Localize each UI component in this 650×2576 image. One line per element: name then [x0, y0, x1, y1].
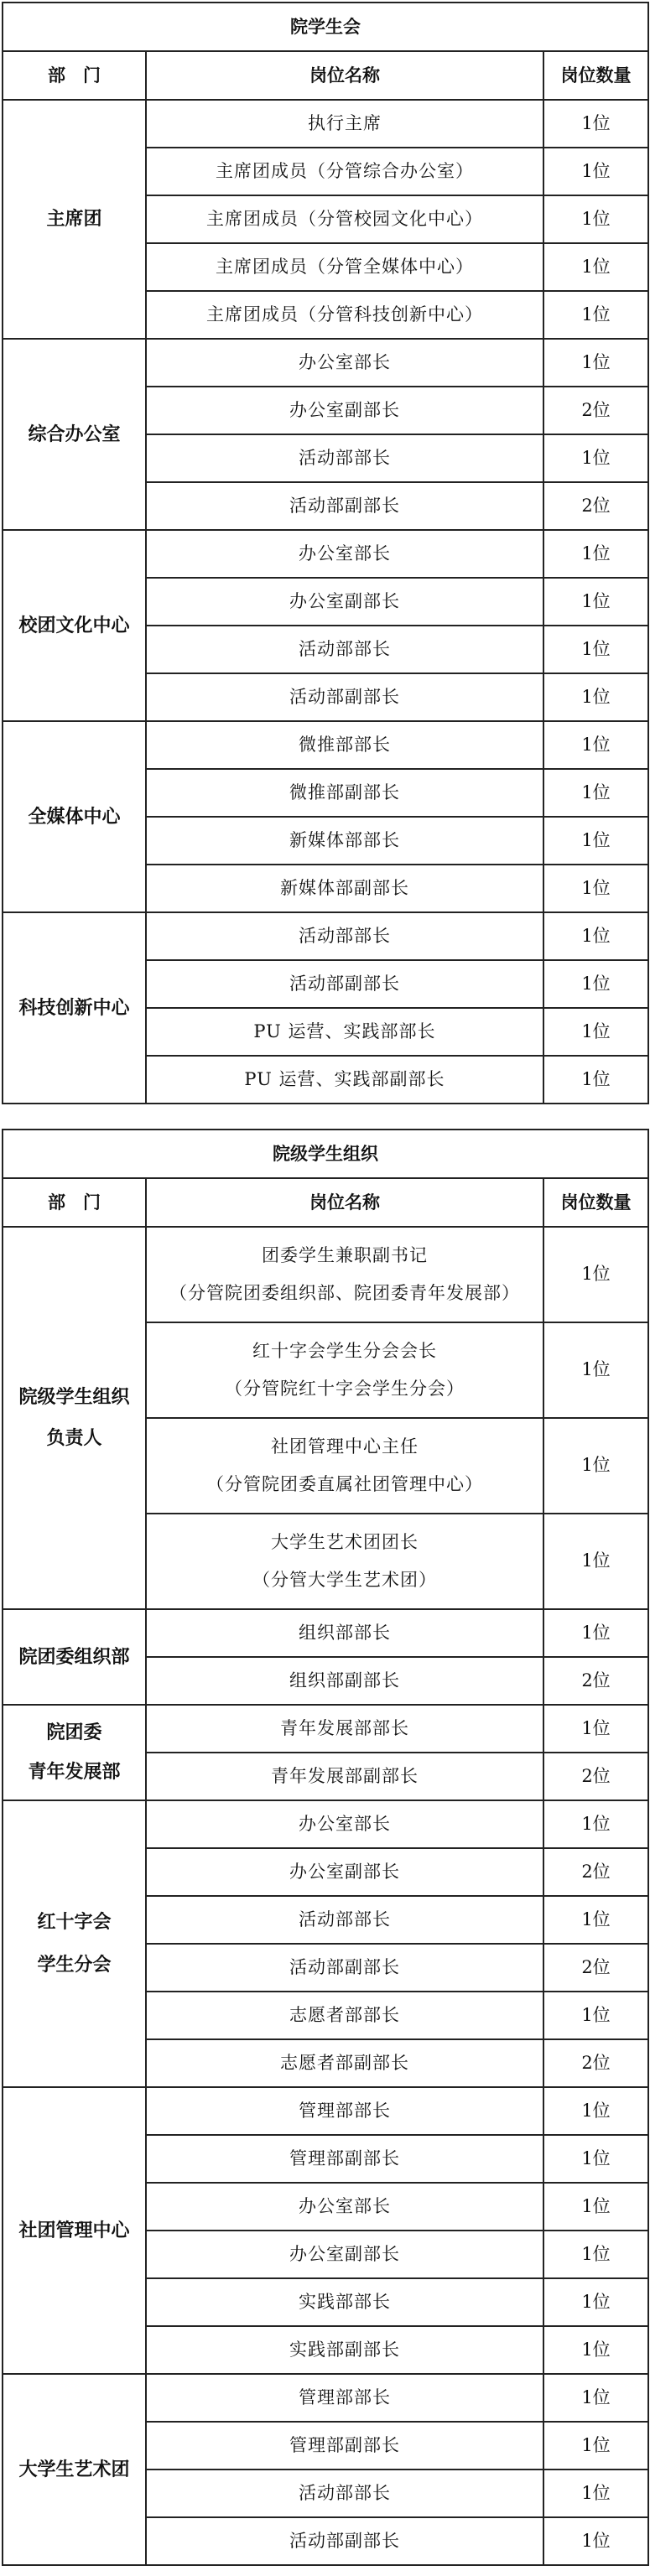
position-cell: 管理部部长	[146, 2087, 543, 2135]
position-note: （分管院团委组织部、院团委青年发展部）	[169, 1283, 520, 1303]
count-cell: 1位	[543, 2135, 648, 2183]
count-cell: 2位	[543, 1657, 648, 1705]
count-cell: 1位	[543, 1322, 648, 1418]
count-cell: 1位	[543, 2374, 648, 2422]
header-position: 岗位名称	[146, 1178, 543, 1227]
header-count: 岗位数量	[543, 1178, 648, 1227]
count-cell: 1位	[543, 2278, 648, 2326]
position-cell: 活动部部长	[146, 2470, 543, 2517]
header-dept: 部 门	[3, 51, 146, 100]
position-note: （分管院红十字会学生分会）	[225, 1379, 465, 1399]
position-cell: 办公室副部长	[146, 578, 543, 626]
position-cell: 新媒体部部长	[146, 817, 543, 865]
count-cell: 1位	[543, 1514, 648, 1609]
count-cell: 2位	[543, 387, 648, 434]
dept-cell: 全媒体中心	[3, 721, 146, 912]
position-cell: 实践部副部长	[146, 2326, 543, 2374]
position-cell: 青年发展部副部长	[146, 1753, 543, 1800]
count-cell: 1位	[543, 1896, 648, 1944]
position-cell: 执行主席	[146, 100, 543, 148]
position-cell: 志愿者部部长	[146, 1992, 543, 2039]
position-cell: 管理部副部长	[146, 2422, 543, 2470]
position-cell: 青年发展部部长	[146, 1705, 543, 1753]
position-cell	[146, 1322, 543, 1418]
dept-cell: 科技创新中心	[3, 912, 146, 1104]
table-title: 院学生会	[3, 3, 648, 51]
count-cell: 1位	[543, 100, 648, 148]
position-cell: 活动部副部长	[146, 1944, 543, 1992]
dept-line: 负责人	[46, 1427, 102, 1449]
position-cell: 主席团成员（分管科技创新中心）	[146, 291, 543, 339]
count-cell: 1位	[543, 769, 648, 817]
dept-cell: 主席团	[3, 100, 146, 339]
position-cell: 活动部副部长	[146, 960, 543, 1008]
count-cell: 1位	[543, 1008, 648, 1056]
position-cell: 管理部副部长	[146, 2135, 543, 2183]
position-cell	[146, 1227, 543, 1322]
count-cell: 1位	[543, 2183, 648, 2231]
count-cell: 1位	[543, 912, 648, 960]
count-cell: 2位	[543, 1848, 648, 1896]
position-line: 红十字会学生分会会长	[252, 1340, 437, 1361]
count-cell: 2位	[543, 2039, 648, 2087]
position-cell: 活动部副部长	[146, 482, 543, 530]
count-cell: 2位	[543, 1753, 648, 1800]
dept-cell	[3, 1705, 146, 1800]
position-cell: 办公室副部长	[146, 387, 543, 434]
position-cell: 办公室部长	[146, 339, 543, 387]
count-cell: 1位	[543, 721, 648, 769]
position-cell: 微推部部长	[146, 721, 543, 769]
dept-cell: 校团文化中心	[3, 530, 146, 721]
dept-cell: 院团委组织部	[3, 1609, 146, 1705]
position-cell: 办公室部长	[146, 2183, 543, 2231]
count-cell: 1位	[543, 2326, 648, 2374]
table-title: 院级学生组织	[3, 1130, 648, 1178]
student-organizations-table	[2, 1129, 649, 2566]
count-cell: 1位	[543, 2517, 648, 2565]
count-cell: 1位	[543, 578, 648, 626]
position-cell: 活动部部长	[146, 434, 543, 482]
position-cell: 主席团成员（分管全媒体中心）	[146, 243, 543, 291]
dept-cell: 大学生艺术团	[3, 2374, 146, 2565]
position-cell: 主席团成员（分管校园文化中心）	[146, 195, 543, 243]
position-cell: 微推部副部长	[146, 769, 543, 817]
position-cell: 组织部副部长	[146, 1657, 543, 1705]
position-cell: 管理部部长	[146, 2374, 543, 2422]
dept-line: 学生分会	[37, 1954, 112, 1976]
count-cell: 1位	[543, 673, 648, 721]
position-note: （分管院团委直属社团管理中心）	[206, 1474, 483, 1494]
position-cell: 主席团成员（分管综合办公室）	[146, 148, 543, 195]
position-line: 团委学生兼职副书记	[262, 1244, 428, 1265]
count-cell: 1位	[543, 1800, 648, 1848]
position-cell: 实践部部长	[146, 2278, 543, 2326]
dept-cell	[3, 1800, 146, 2087]
count-cell: 1位	[543, 339, 648, 387]
count-cell: 1位	[543, 1705, 648, 1753]
dept-cell: 社团管理中心	[3, 2087, 146, 2374]
header-position: 岗位名称	[146, 51, 543, 100]
header-count: 岗位数量	[543, 51, 648, 100]
position-cell: 活动部部长	[146, 626, 543, 673]
position-cell	[146, 1418, 543, 1514]
position-cell: 活动部副部长	[146, 2517, 543, 2565]
position-cell: 办公室副部长	[146, 1848, 543, 1896]
dept-line: 院团委	[46, 1722, 102, 1743]
dept-cell	[3, 1227, 146, 1609]
position-line: 大学生艺术团团长	[271, 1531, 419, 1552]
count-cell: 1位	[543, 243, 648, 291]
count-cell: 1位	[543, 2422, 648, 2470]
count-cell: 1位	[543, 148, 648, 195]
count-cell: 1位	[543, 1609, 648, 1657]
count-cell: 1位	[543, 1056, 648, 1104]
count-cell: 1位	[543, 817, 648, 865]
position-cell: PU 运营、实践部部长	[146, 1008, 543, 1056]
count-cell: 1位	[543, 1418, 648, 1514]
count-cell: 1位	[543, 2231, 648, 2278]
count-cell: 1位	[543, 960, 648, 1008]
student-union-table	[2, 2, 649, 1104]
count-cell: 1位	[543, 2470, 648, 2517]
position-cell: 活动部部长	[146, 1896, 543, 1944]
position-cell	[146, 1514, 543, 1609]
count-cell: 1位	[543, 1992, 648, 2039]
position-cell: 志愿者部副部长	[146, 2039, 543, 2087]
position-cell: 活动部副部长	[146, 673, 543, 721]
position-cell: 活动部部长	[146, 912, 543, 960]
position-line: 社团管理中心主任	[271, 1436, 419, 1457]
count-cell: 1位	[543, 626, 648, 673]
count-cell: 1位	[543, 865, 648, 912]
count-cell: 1位	[543, 1227, 648, 1322]
position-cell: 办公室部长	[146, 1800, 543, 1848]
position-cell: 组织部部长	[146, 1609, 543, 1657]
count-cell: 1位	[543, 2087, 648, 2135]
position-cell: PU 运营、实践部副部长	[146, 1056, 543, 1104]
dept-line: 青年发展部	[28, 1761, 121, 1783]
position-cell: 办公室副部长	[146, 2231, 543, 2278]
position-cell: 办公室部长	[146, 530, 543, 578]
dept-cell: 综合办公室	[3, 339, 146, 530]
count-cell: 2位	[543, 482, 648, 530]
count-cell: 1位	[543, 530, 648, 578]
count-cell: 2位	[543, 1944, 648, 1992]
count-cell: 1位	[543, 291, 648, 339]
position-cell: 新媒体部副部长	[146, 865, 543, 912]
dept-line: 院级学生组织	[18, 1386, 130, 1408]
header-dept: 部 门	[3, 1178, 146, 1227]
count-cell: 1位	[543, 195, 648, 243]
position-note: （分管大学生艺术团）	[252, 1570, 437, 1590]
count-cell: 1位	[543, 434, 648, 482]
dept-line: 红十字会	[37, 1911, 112, 1933]
